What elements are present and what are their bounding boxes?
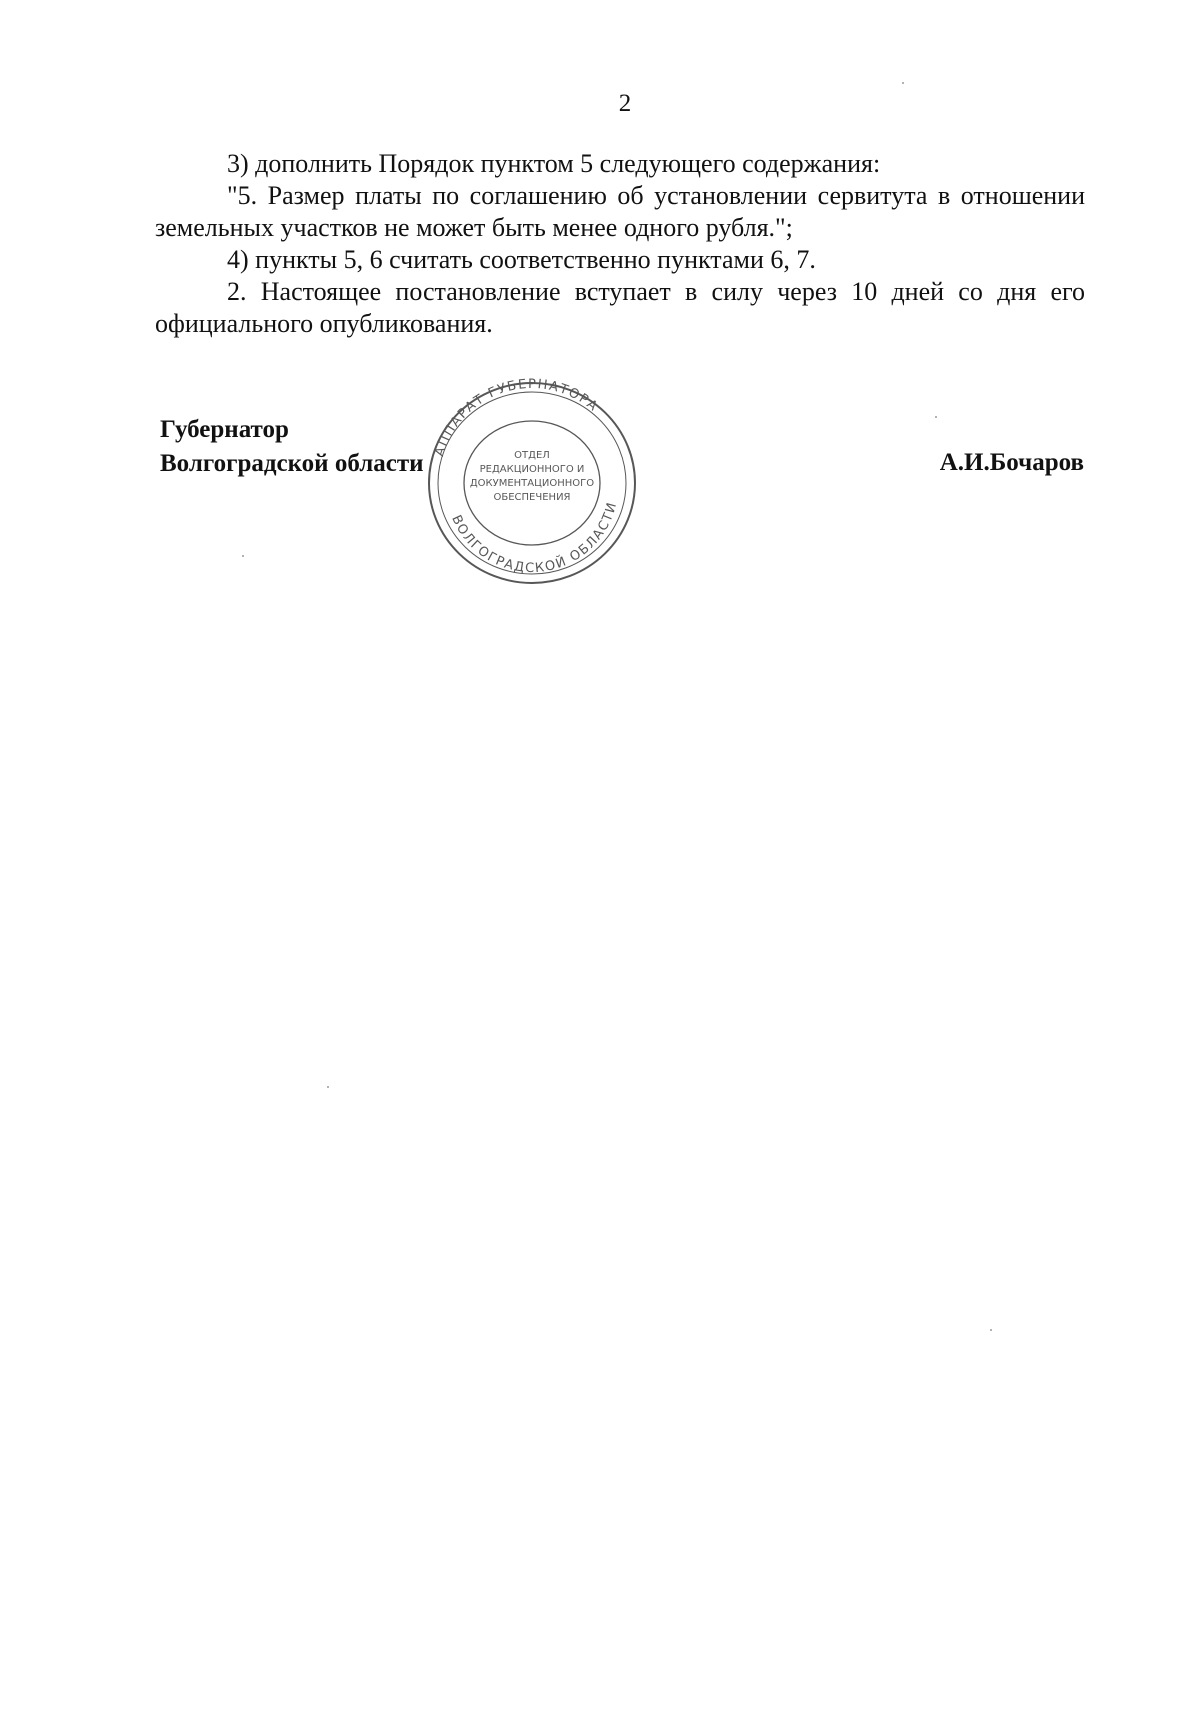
paragraph-effective-date: 2. Настоящее постановление вступает в силу через 10 дней со дня его официального опубликования.	[155, 277, 1085, 338]
signature-title-line-1: Губернатор	[160, 416, 289, 443]
scan-speck	[990, 1329, 992, 1331]
scan-speck	[327, 1086, 329, 1088]
stamp-center-line-1: ОТДЕЛ	[514, 450, 550, 461]
svg-text:АППАРАТ ГУБЕРНАТОРА	[432, 377, 601, 458]
scan-speck	[242, 555, 244, 557]
signatory-name: А.И.Бочаров	[939, 449, 1084, 476]
stamp-center-line-2: РЕДАКЦИОННОГО И	[479, 464, 585, 475]
stamp-center-line-3: ДОКУМЕНТАЦИОННОГО	[469, 478, 595, 489]
official-stamp	[410, 368, 650, 588]
signature-title-line-2: Волгоградской области	[160, 450, 424, 477]
paragraph-quote-item-5: "5. Размер платы по соглашению об установлении сервитута в отношении земельных участков не может быть менее одного рубля.";	[155, 181, 1085, 242]
stamp-center-line-4: ОБЕСПЕЧЕНИЯ	[493, 492, 571, 503]
signature-title	[160, 413, 424, 481]
scan-speck	[935, 416, 937, 418]
scan-speck	[902, 82, 904, 84]
paragraph-item-3: 3) дополнить Порядок пунктом 5 следующего содержания:	[227, 149, 881, 178]
page-number: 2	[618, 90, 632, 117]
paragraph-item-4: 4) пункты 5, 6 считать соответственно пунктами 6, 7.	[227, 245, 816, 274]
svg-text:ВОЛГОГРАДСКОЙ ОБЛАСТИ: ВОЛГОГРАДСКОЙ ОБЛАСТИ	[448, 499, 621, 577]
document-body	[155, 148, 1085, 340]
stamp-ring-text: АППАРАТ ГУБЕРНАТОРА	[432, 376, 602, 459]
